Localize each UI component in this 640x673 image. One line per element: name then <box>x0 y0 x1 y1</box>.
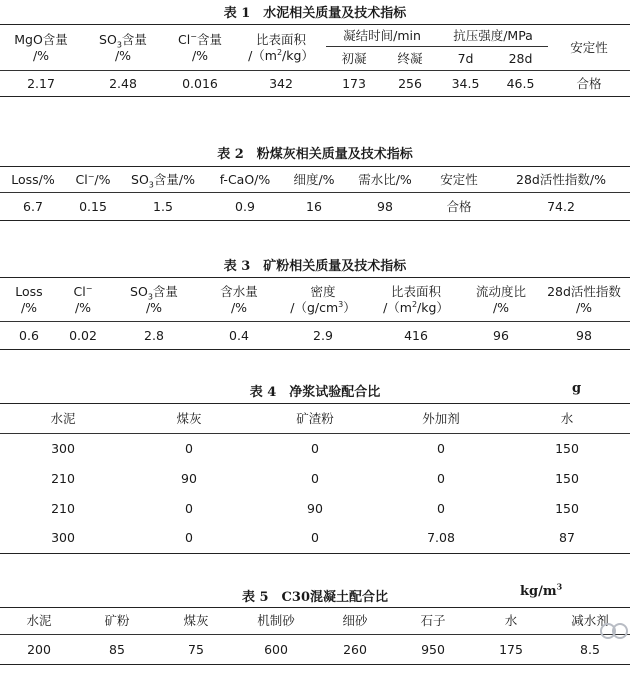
table2 <box>0 166 630 221</box>
header-slag-powder: 矿粉 <box>104 613 130 628</box>
table3 <box>0 277 630 350</box>
header-cl: Cl−含量 /% <box>178 31 222 63</box>
header-moisture: 含水量 /% <box>220 283 258 315</box>
header-initial-set: 初凝 <box>341 50 367 66</box>
header-fine-sand: 细砂 <box>342 613 368 628</box>
header-flow-ratio: 流动度比 /% <box>475 283 526 315</box>
header-fly-ash: 煤灰 <box>176 410 202 426</box>
header-specific-surface: 比表面积 $/(m^2/kg)$ <box>383 283 449 315</box>
table-cell: 6.7 <box>23 198 43 214</box>
header-loss: Loss/% <box>11 171 55 187</box>
header-fcao: f-CaO/% <box>219 171 271 187</box>
header-density: 密度 $/(g/cm^3)$ <box>290 283 356 315</box>
table-cell: 85 <box>109 641 125 657</box>
table-cell: 416 <box>404 327 428 343</box>
table-cell: 0 <box>185 530 193 546</box>
table-cell: 2.8 <box>144 327 164 343</box>
header-stability: 安定性 <box>570 39 608 55</box>
table-cell: 34.5 <box>451 75 480 91</box>
table-cell: 0 <box>185 500 193 516</box>
table-cell: 0.6 <box>19 327 39 343</box>
table-cell: 98 <box>576 327 592 343</box>
table-cell: 0 <box>437 470 445 486</box>
header-7d: 7d <box>457 50 474 66</box>
header-stability: 安定性 <box>440 171 478 187</box>
header-loss: Loss /% <box>15 283 43 315</box>
table-cell: 150 <box>555 440 579 456</box>
table3-caption: 表 3 矿粉相关质量及技术指标 <box>223 259 407 274</box>
header-water: 水 <box>560 410 574 426</box>
header-cement: 水泥 <box>26 613 52 628</box>
table-cell: 0 <box>311 530 319 546</box>
header-so3: $SO_3$含量/% <box>131 171 195 189</box>
table-cell: 2.48 <box>109 75 137 91</box>
table-cell: 210 <box>51 470 75 486</box>
table4 <box>0 403 630 554</box>
table-cell: 98 <box>377 198 393 214</box>
header-strength: 抗压强度/MPa <box>438 25 548 47</box>
header-water-reducer: 减水剂 <box>571 613 609 628</box>
table-cell: 合格 <box>446 198 472 214</box>
table-cell: 210 <box>51 500 75 516</box>
header-activity-index: 28d活性指数/% <box>516 171 606 187</box>
header-admixture: 外加剂 <box>422 410 460 426</box>
table-cell: 90 <box>307 500 323 516</box>
header-specific-surface: 比表面积 $/(m^2/kg)$ <box>248 31 314 63</box>
table-cell: 0 <box>437 440 445 456</box>
table5 <box>0 607 630 665</box>
table5-caption: 表 5 C30混凝土配合比 <box>241 590 388 605</box>
header-cl: Cl− /% <box>73 283 93 315</box>
table-cell: 600 <box>264 641 288 657</box>
table2-caption: 表 2 粉煤灰相关质量及技术指标 <box>217 147 413 162</box>
header-gravel: 石子 <box>420 613 446 628</box>
header-fineness: 细度/% <box>293 171 335 187</box>
table-cell: 合格 <box>576 75 602 91</box>
table-cell: 0 <box>311 440 319 456</box>
table-cell: 0.016 <box>182 75 218 91</box>
table-cell: 200 <box>27 641 51 657</box>
table-cell: 74.2 <box>547 198 575 214</box>
table-cell: 300 <box>51 530 75 546</box>
table-cell: 342 <box>269 75 293 91</box>
watermark-logo-icon <box>598 620 632 642</box>
table4-caption: 表 4 净浆试验配合比 <box>249 385 381 400</box>
table-cell: 0 <box>311 470 319 486</box>
table-cell: 87 <box>559 530 575 546</box>
table-cell: 0 <box>185 440 193 456</box>
header-mgo: MgO含量 /% <box>14 31 68 63</box>
header-manufactured-sand: 机制砂 <box>257 613 295 628</box>
header-slag-powder: 矿渣粉 <box>296 410 334 426</box>
table-cell: 256 <box>398 75 422 91</box>
table-cell: 0.9 <box>235 198 255 214</box>
table-cell: 150 <box>555 470 579 486</box>
table-cell: 0.4 <box>229 327 249 343</box>
header-cement: 水泥 <box>50 410 76 426</box>
table-cell: 16 <box>306 198 322 214</box>
table-cell: 1.5 <box>153 198 173 214</box>
table4-unit: g <box>572 381 582 396</box>
table-cell: 0 <box>437 500 445 516</box>
table-cell: 7.08 <box>427 530 455 546</box>
table-cell: 2.17 <box>27 75 55 91</box>
table-cell: 2.9 <box>313 327 333 343</box>
table-cell: 8.5 <box>580 641 600 657</box>
table1-caption: 表 1 水泥相关质量及技术指标 <box>223 6 407 21</box>
header-set-time: 凝结时间/min <box>326 25 438 47</box>
header-so3: $SO_3$含量 /% <box>130 283 178 315</box>
header-28d: 28d <box>508 50 533 66</box>
table-cell: 75 <box>188 641 204 657</box>
table-cell: 46.5 <box>506 75 535 91</box>
table-cell: 950 <box>421 641 445 657</box>
table-cell: 90 <box>181 470 197 486</box>
header-activity-index: 28d活性指数 /% <box>547 283 621 315</box>
header-final-set: 终凝 <box>397 50 423 66</box>
header-water: 水 <box>504 613 518 628</box>
table-cell: 175 <box>499 641 523 657</box>
table-cell: 0.02 <box>69 327 97 343</box>
table-cell: 173 <box>342 75 366 91</box>
table1 <box>0 24 630 97</box>
header-water-demand: 需水比/% <box>358 171 412 187</box>
header-so3: $SO_3$含量 /% <box>99 31 147 63</box>
table5-unit: $kg/m^3$ <box>520 581 563 599</box>
table-cell: 0.15 <box>79 198 107 214</box>
header-cl: Cl−/% <box>75 171 111 187</box>
table-cell: 300 <box>51 440 75 456</box>
table-cell: 260 <box>343 641 367 657</box>
table-cell: 150 <box>555 500 579 516</box>
table-cell: 96 <box>493 327 509 343</box>
header-fly-ash: 煤灰 <box>183 613 209 628</box>
